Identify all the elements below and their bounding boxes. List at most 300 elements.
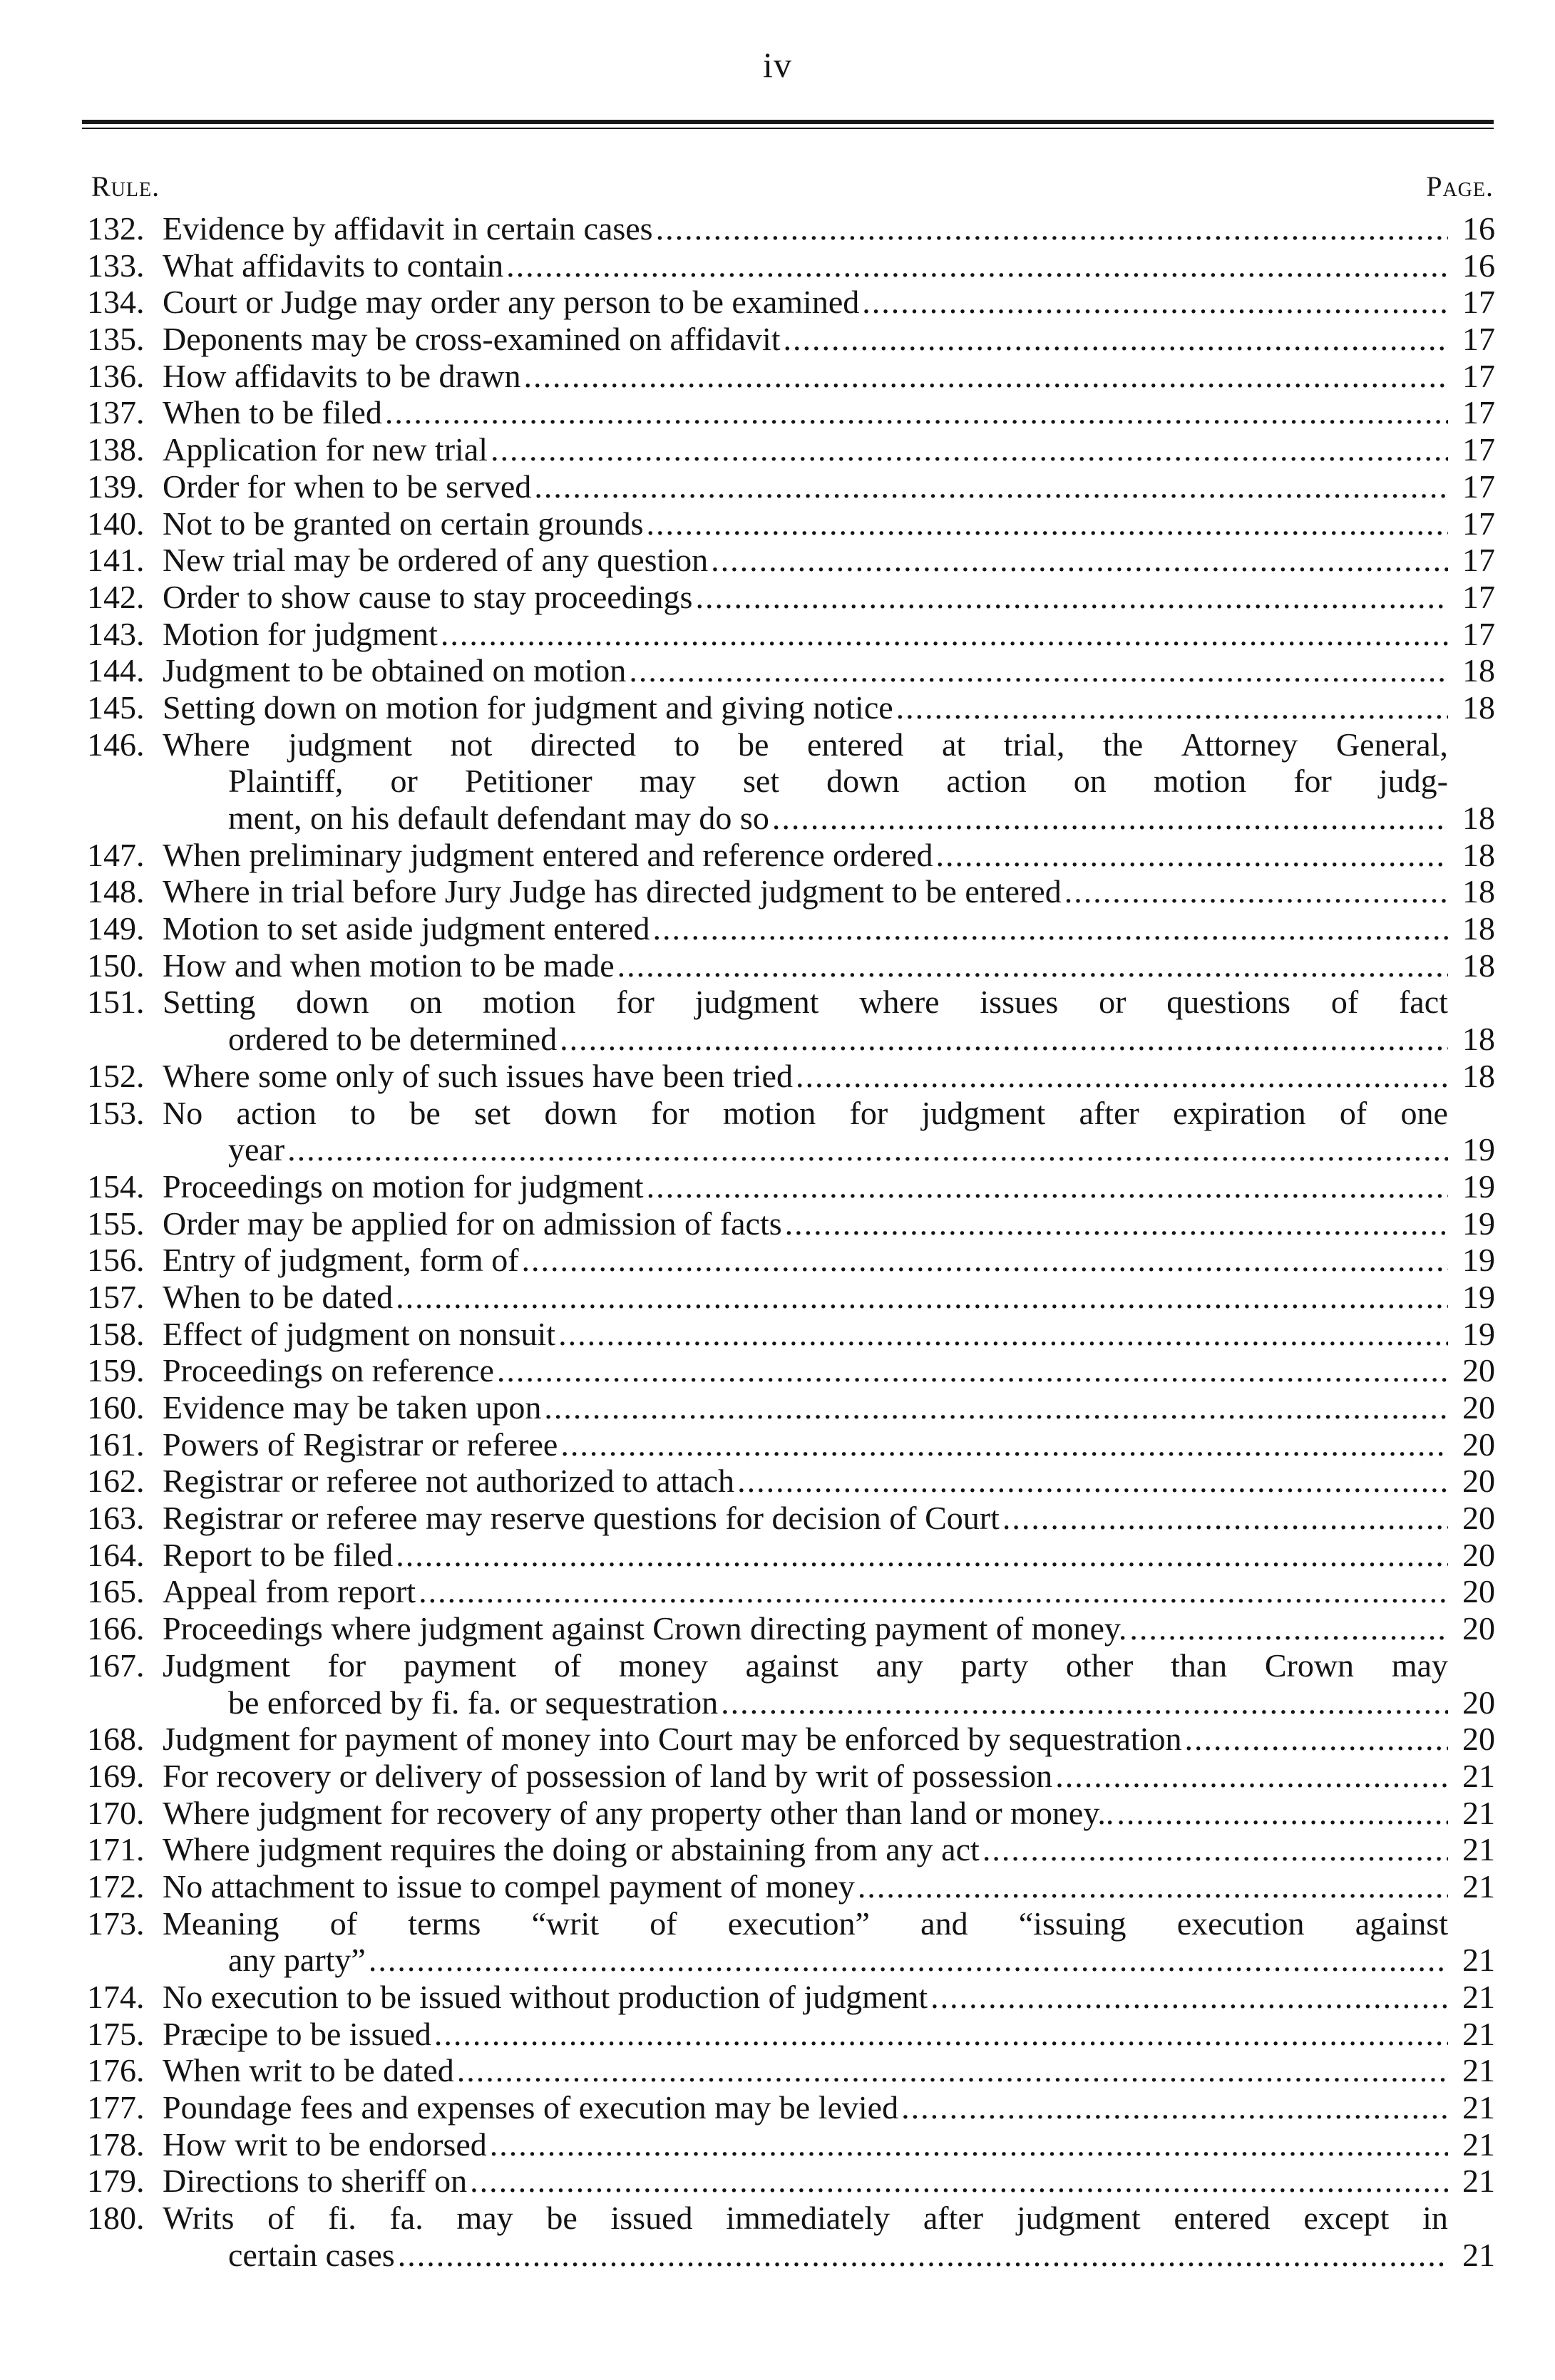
contents-entry bbox=[0, 394, 1555, 431]
entry-title: Not to be granted on certain grounds bbox=[163, 505, 644, 542]
rule-number: 163. bbox=[87, 1500, 145, 1537]
contents-entry-continuation bbox=[0, 1684, 1555, 1721]
contents-entry bbox=[0, 1168, 1555, 1205]
entry-title: How affidavits to be drawn bbox=[163, 357, 521, 394]
page-number: 20 bbox=[1462, 1426, 1495, 1463]
page-number: 20 bbox=[1462, 1721, 1495, 1758]
entry-text bbox=[163, 1463, 1448, 1500]
rule-number: 177. bbox=[87, 2089, 145, 2126]
entry-title: Evidence by affidavit in certain cases bbox=[163, 210, 653, 247]
rule-number: 144. bbox=[87, 652, 145, 689]
entry-text bbox=[163, 1426, 1448, 1463]
column-heading-rule: Rule. bbox=[91, 170, 160, 202]
contents-entry bbox=[0, 284, 1555, 321]
dot-leader bbox=[695, 579, 1448, 616]
entry-title: Court or Judge may order any person to be examined bbox=[163, 284, 860, 321]
contents-entry bbox=[0, 1573, 1555, 1610]
entry-text bbox=[163, 505, 1448, 542]
page-number: 17 bbox=[1462, 394, 1495, 431]
dot-leader bbox=[522, 1242, 1448, 1279]
contents-entry bbox=[0, 1721, 1555, 1758]
entry-text bbox=[163, 1647, 1448, 1684]
page-number: 21 bbox=[1462, 2089, 1495, 2126]
contents-entry-continuation bbox=[0, 1131, 1555, 1168]
entry-text bbox=[163, 910, 1448, 947]
entry-text bbox=[163, 947, 1448, 984]
dot-leader bbox=[385, 394, 1448, 431]
dot-leader bbox=[862, 284, 1448, 321]
rule-number: 158. bbox=[87, 1315, 145, 1352]
entry-title: Where some only of such issues have been tried bbox=[163, 1057, 793, 1094]
contents-entry bbox=[0, 1058, 1555, 1095]
contents-entry bbox=[0, 2089, 1555, 2126]
entry-text bbox=[163, 2089, 1448, 2126]
page-number: 18 bbox=[1462, 652, 1495, 689]
page-number: 17 bbox=[1462, 542, 1495, 579]
entry-text bbox=[163, 2163, 1448, 2200]
contents-entry bbox=[0, 1426, 1555, 1463]
contents-entry bbox=[0, 1352, 1555, 1389]
page-number: 21 bbox=[1462, 1831, 1495, 1868]
entry-title: No action to be set down for motion for judgment after expiration of one bbox=[163, 1094, 1448, 1131]
entry-text bbox=[163, 1500, 1448, 1537]
rule-number: 175. bbox=[87, 2015, 145, 2052]
dot-leader bbox=[896, 689, 1448, 726]
entry-text bbox=[163, 1205, 1448, 1242]
contents-entry bbox=[0, 1795, 1555, 1832]
contents-entry bbox=[0, 2163, 1555, 2200]
entry-text bbox=[163, 1795, 1448, 1832]
page-number: 16 bbox=[1462, 210, 1495, 247]
entry-title: Effect of judgment on nonsuit bbox=[163, 1315, 556, 1352]
page-number: 21 bbox=[1462, 1794, 1495, 1831]
dot-leader bbox=[558, 1316, 1448, 1353]
page-number: 18 bbox=[1462, 689, 1495, 726]
entry-title: Report to be filed bbox=[163, 1536, 394, 1573]
contents-entry bbox=[0, 947, 1555, 984]
entry-title: ment, on his default defendant may do so bbox=[228, 800, 769, 836]
rule-number: 136. bbox=[87, 357, 145, 394]
entry-title: Entry of judgment, form of bbox=[163, 1242, 519, 1279]
entry-title: Motion for judgment bbox=[163, 615, 438, 652]
dot-leader bbox=[982, 1831, 1448, 1868]
entry-title: Poundage fees and expenses of execution may be levied bbox=[163, 2089, 899, 2126]
dot-leader bbox=[1064, 873, 1448, 910]
entry-title: What affidavits to contain bbox=[163, 247, 504, 284]
entry-text bbox=[163, 1721, 1448, 1758]
dot-leader bbox=[935, 837, 1448, 874]
entry-text bbox=[163, 1758, 1448, 1795]
header-rule-thin bbox=[82, 128, 1494, 129]
dot-leader bbox=[434, 2016, 1448, 2053]
entry-title: No attachment to issue to compel payment of money bbox=[163, 1868, 855, 1905]
dot-leader bbox=[490, 2126, 1448, 2163]
contents-entry bbox=[0, 910, 1555, 947]
page-number: 17 bbox=[1462, 468, 1495, 505]
contents-entry bbox=[0, 1868, 1555, 1905]
rule-number: 161. bbox=[87, 1426, 145, 1463]
contents-entry bbox=[0, 1537, 1555, 1574]
rule-number: 139. bbox=[87, 468, 145, 505]
contents-entry bbox=[0, 652, 1555, 689]
page-number: 20 bbox=[1462, 1352, 1495, 1389]
entry-text bbox=[163, 652, 1448, 689]
dot-leader bbox=[784, 321, 1449, 358]
dot-leader bbox=[491, 431, 1448, 468]
entry-title: New trial may be ordered of any question bbox=[163, 542, 709, 579]
rule-number: 140. bbox=[87, 505, 145, 542]
entry-title: any party” bbox=[228, 1942, 366, 1979]
entry-text bbox=[228, 2237, 1448, 2274]
entry-title: Registrar or referee may reserve questions for decision of Court bbox=[163, 1500, 1000, 1537]
rule-number: 132. bbox=[87, 210, 145, 247]
entry-title: Judgment for payment of money into Court may be enforced by sequestration bbox=[163, 1721, 1182, 1758]
rule-number: 157. bbox=[87, 1278, 145, 1315]
entry-text bbox=[163, 2052, 1448, 2089]
entry-text bbox=[163, 1279, 1448, 1316]
entry-text bbox=[228, 1942, 1448, 1979]
page-number: 20 bbox=[1462, 1536, 1495, 1573]
entry-text bbox=[163, 1316, 1448, 1353]
rule-number: 155. bbox=[87, 1205, 145, 1242]
contents-entry bbox=[0, 1316, 1555, 1353]
rule-number: 171. bbox=[87, 1831, 145, 1868]
rule-number: 180. bbox=[87, 2200, 145, 2237]
contents-entry bbox=[0, 1979, 1555, 2016]
entry-text bbox=[163, 873, 1448, 910]
contents-entry bbox=[0, 321, 1555, 358]
entry-text bbox=[163, 321, 1448, 358]
entry-text bbox=[163, 1831, 1448, 1868]
entry-text bbox=[163, 837, 1448, 874]
entry-title: Directions to sheriff on bbox=[163, 2163, 468, 2200]
page-number: 19 bbox=[1462, 1131, 1495, 1168]
page-number: 17 bbox=[1462, 321, 1495, 358]
entry-title: Judgment for payment of money against any party other than Crown may bbox=[163, 1647, 1448, 1684]
dot-leader bbox=[523, 358, 1448, 395]
rule-number: 170. bbox=[87, 1794, 145, 1831]
entry-title: Proceedings where judgment against Crown directing payment of money. bbox=[163, 1610, 1127, 1647]
page-number: 21 bbox=[1462, 1979, 1495, 2015]
entry-title: Proceedings on motion for judgment bbox=[163, 1168, 644, 1205]
entry-title: Where in trial before Jury Judge has directed judgment to be entered bbox=[163, 873, 1062, 910]
contents-entry bbox=[0, 873, 1555, 910]
entry-title: Setting down on motion for judgment where issues or questions of fact bbox=[163, 984, 1448, 1021]
entry-title: When writ to be dated bbox=[163, 2052, 454, 2089]
rule-number: 153. bbox=[87, 1094, 145, 1131]
dot-leader bbox=[737, 1463, 1448, 1500]
rule-number: 142. bbox=[87, 578, 145, 615]
contents-entry-continuation bbox=[0, 2237, 1555, 2274]
rule-number: 146. bbox=[87, 726, 145, 763]
entry-text bbox=[163, 1979, 1448, 2016]
page-number: 21 bbox=[1462, 1868, 1495, 1905]
dot-leader bbox=[369, 1942, 1448, 1979]
dot-leader bbox=[560, 1021, 1448, 1058]
entry-text bbox=[163, 1095, 1448, 1132]
entry-title: How writ to be endorsed bbox=[163, 2126, 487, 2163]
dot-leader bbox=[652, 910, 1448, 947]
entry-text bbox=[163, 579, 1448, 616]
entry-title: Where judgment for recovery of any property other than land or money.. bbox=[163, 1794, 1114, 1831]
entry-title: Plaintiff, or Petitioner may set down action on motion for judg- bbox=[228, 763, 1448, 800]
contents-entry bbox=[0, 247, 1555, 284]
contents-entry bbox=[0, 1205, 1555, 1242]
contents-entry bbox=[0, 542, 1555, 579]
rule-number: 176. bbox=[87, 2052, 145, 2089]
page-number: 17 bbox=[1462, 615, 1495, 652]
dot-leader bbox=[497, 1352, 1448, 1389]
page-number: 21 bbox=[1462, 1757, 1495, 1794]
rule-number: 152. bbox=[87, 1057, 145, 1094]
page-number: 21 bbox=[1462, 2126, 1495, 2163]
contents-entry-continuation bbox=[0, 800, 1555, 837]
contents-entry bbox=[0, 579, 1555, 616]
contents-entry bbox=[0, 210, 1555, 247]
entry-text bbox=[228, 763, 1448, 800]
dot-leader bbox=[858, 1868, 1448, 1905]
dot-leader bbox=[457, 2052, 1448, 2089]
entry-title: Proceedings on reference bbox=[163, 1352, 494, 1389]
entry-text bbox=[228, 1021, 1448, 1058]
page-number: 20 bbox=[1462, 1610, 1495, 1647]
entry-text bbox=[163, 542, 1448, 579]
dot-leader bbox=[544, 1389, 1448, 1426]
entry-text bbox=[228, 800, 1448, 837]
contents-entry bbox=[0, 1279, 1555, 1316]
contents-entry bbox=[0, 1095, 1555, 1132]
entry-text bbox=[163, 1242, 1448, 1279]
page-number: 20 bbox=[1462, 1573, 1495, 1610]
entry-text bbox=[228, 1684, 1448, 1721]
page-number: 21 bbox=[1462, 2015, 1495, 2052]
page-number: 18 bbox=[1462, 873, 1495, 910]
contents-entry-continuation bbox=[0, 763, 1555, 800]
entry-text bbox=[163, 2200, 1448, 2237]
page-number: 21 bbox=[1462, 2236, 1495, 2273]
rule-number: 164. bbox=[87, 1536, 145, 1573]
entry-title: ordered to be determined bbox=[228, 1021, 558, 1058]
rule-number: 173. bbox=[87, 1905, 145, 1942]
entry-text bbox=[163, 247, 1448, 284]
entry-title: Registrar or referee not authorized to attach bbox=[163, 1463, 735, 1500]
entry-text bbox=[228, 1131, 1448, 1168]
dot-leader bbox=[506, 247, 1448, 284]
rule-number: 141. bbox=[87, 542, 145, 579]
dot-leader bbox=[785, 1205, 1448, 1242]
entry-text bbox=[163, 358, 1448, 395]
entry-text bbox=[163, 2126, 1448, 2163]
entry-text bbox=[163, 1573, 1448, 1610]
contents-entry bbox=[0, 1500, 1555, 1537]
entry-title: Where judgment not directed to be entered at trial, the Attorney General, bbox=[163, 726, 1448, 763]
rule-number: 135. bbox=[87, 321, 145, 358]
contents-entry bbox=[0, 1242, 1555, 1279]
contents-entry bbox=[0, 431, 1555, 468]
page-number: 19 bbox=[1462, 1168, 1495, 1205]
header-rule bbox=[82, 120, 1494, 124]
rule-number: 154. bbox=[87, 1168, 145, 1205]
page-number: 19 bbox=[1462, 1242, 1495, 1279]
column-heading-page: Page. bbox=[1426, 170, 1494, 202]
entry-text bbox=[163, 689, 1448, 726]
entry-text bbox=[163, 1058, 1448, 1095]
rule-number: 143. bbox=[87, 615, 145, 652]
contents-entry bbox=[0, 1831, 1555, 1868]
rule-number: 133. bbox=[87, 247, 145, 284]
dot-leader bbox=[398, 2237, 1448, 2274]
entry-title: Judgment to be obtained on motion bbox=[163, 652, 627, 689]
page-number: 21 bbox=[1462, 1942, 1495, 1979]
rule-number: 138. bbox=[87, 431, 145, 468]
contents-entry bbox=[0, 689, 1555, 726]
dot-leader bbox=[287, 1131, 1448, 1168]
rule-number: 167. bbox=[87, 1647, 145, 1684]
entry-title: Meaning of terms “writ of execution” and “issuing execution against bbox=[163, 1905, 1448, 1942]
dot-leader bbox=[396, 1279, 1448, 1316]
entry-title: When preliminary judgment entered and reference ordered bbox=[163, 836, 933, 873]
dot-leader bbox=[796, 1058, 1448, 1095]
entry-text bbox=[163, 2016, 1448, 2053]
contents-entry bbox=[0, 726, 1555, 763]
entry-text bbox=[163, 1905, 1448, 1942]
page-number: 17 bbox=[1462, 284, 1495, 321]
contents-entry bbox=[0, 505, 1555, 542]
dot-leader bbox=[1184, 1721, 1448, 1758]
contents-entry bbox=[0, 616, 1555, 653]
entry-title: Writs of fi. fa. may be issued immediately after judgment entered except in bbox=[163, 2200, 1448, 2237]
page-number: 18 bbox=[1462, 1021, 1495, 1058]
page-number: 18 bbox=[1462, 800, 1495, 836]
contents-entry bbox=[0, 984, 1555, 1021]
contents-entry bbox=[0, 1463, 1555, 1500]
entry-title: How and when motion to be made bbox=[163, 947, 615, 984]
entry-title: be enforced by fi. fa. or sequestration bbox=[228, 1684, 719, 1721]
entry-title: Order to show cause to stay proceedings bbox=[163, 578, 693, 615]
page-number: 20 bbox=[1462, 1684, 1495, 1721]
contents-list bbox=[0, 210, 1555, 2274]
entry-title: Motion to set aside judgment entered bbox=[163, 910, 650, 947]
contents-entry bbox=[0, 1758, 1555, 1795]
contents-entry bbox=[0, 2200, 1555, 2237]
entry-text bbox=[163, 726, 1448, 763]
dot-leader bbox=[441, 616, 1448, 653]
entry-title: certain cases bbox=[228, 2236, 395, 2273]
contents-entry bbox=[0, 2016, 1555, 2053]
entry-title: Where judgment requires the doing or abstaining from any act bbox=[163, 1831, 980, 1868]
page-number: 20 bbox=[1462, 1389, 1495, 1426]
dot-leader bbox=[1002, 1500, 1448, 1537]
dot-leader bbox=[470, 2163, 1448, 2200]
dot-leader bbox=[711, 542, 1448, 579]
contents-entry bbox=[0, 358, 1555, 395]
dot-leader bbox=[647, 1168, 1448, 1205]
rule-number: 148. bbox=[87, 873, 145, 910]
contents-entry-continuation bbox=[0, 1021, 1555, 1058]
entry-title: For recovery or delivery of possession of land by writ of possession bbox=[163, 1757, 1053, 1794]
entry-title: When to be dated bbox=[163, 1278, 394, 1315]
rule-number: 147. bbox=[87, 836, 145, 873]
page-number: 18 bbox=[1462, 947, 1495, 984]
entry-text bbox=[163, 284, 1448, 321]
entry-title: Setting down on motion for judgment and giving notice bbox=[163, 689, 893, 726]
contents-entry bbox=[0, 1610, 1555, 1647]
page-number: 20 bbox=[1462, 1500, 1495, 1537]
entry-title: Deponents may be cross-examined on affidavit bbox=[163, 321, 781, 358]
page-folio: iv bbox=[763, 45, 792, 85]
entry-text bbox=[163, 616, 1448, 653]
contents-entry bbox=[0, 837, 1555, 874]
entry-title: No execution to be issued without production of judgment bbox=[163, 1979, 928, 2015]
page-number: 18 bbox=[1462, 910, 1495, 947]
contents-entry bbox=[0, 1905, 1555, 1942]
dot-leader bbox=[772, 800, 1448, 837]
rule-number: 162. bbox=[87, 1463, 145, 1500]
rule-number: 134. bbox=[87, 284, 145, 321]
entry-text bbox=[163, 984, 1448, 1021]
dot-leader bbox=[1055, 1758, 1448, 1795]
entry-text bbox=[163, 394, 1448, 431]
dot-leader bbox=[930, 1979, 1448, 2016]
rule-number: 165. bbox=[87, 1573, 145, 1610]
rule-number: 168. bbox=[87, 1721, 145, 1758]
page-number: 17 bbox=[1462, 431, 1495, 468]
dot-leader bbox=[901, 2089, 1448, 2126]
entry-title: Appeal from report bbox=[163, 1573, 416, 1610]
entry-title: Application for new trial bbox=[163, 431, 488, 468]
entry-text bbox=[163, 1352, 1448, 1389]
page-number: 17 bbox=[1462, 578, 1495, 615]
contents-entry-continuation bbox=[0, 1942, 1555, 1979]
rule-number: 172. bbox=[87, 1868, 145, 1905]
contents-entry bbox=[0, 2052, 1555, 2089]
page-number: 19 bbox=[1462, 1315, 1495, 1352]
rule-number: 149. bbox=[87, 910, 145, 947]
rule-number: 137. bbox=[87, 394, 145, 431]
dot-leader bbox=[560, 1426, 1448, 1463]
rule-number: 179. bbox=[87, 2163, 145, 2200]
rule-number: 159. bbox=[87, 1352, 145, 1389]
entry-title: Order for when to be served bbox=[163, 468, 532, 505]
dot-leader bbox=[396, 1537, 1448, 1574]
rule-number: 145. bbox=[87, 689, 145, 726]
dot-leader bbox=[419, 1573, 1448, 1610]
dot-leader bbox=[617, 947, 1448, 984]
entry-text bbox=[163, 210, 1448, 247]
rule-number: 166. bbox=[87, 1610, 145, 1647]
rule-number: 160. bbox=[87, 1389, 145, 1426]
page-number: 19 bbox=[1462, 1205, 1495, 1242]
dot-leader bbox=[534, 468, 1448, 505]
contents-entry bbox=[0, 1389, 1555, 1426]
page-number: 18 bbox=[1462, 1057, 1495, 1094]
entry-title: Evidence may be taken upon bbox=[163, 1389, 542, 1426]
page-number: 19 bbox=[1462, 1278, 1495, 1315]
dot-leader bbox=[629, 652, 1448, 689]
dot-leader bbox=[1129, 1610, 1448, 1647]
dot-leader bbox=[646, 505, 1448, 542]
page-number: 18 bbox=[1462, 836, 1495, 873]
entry-title: Order may be applied for on admission of facts bbox=[163, 1205, 782, 1242]
contents-entry bbox=[0, 468, 1555, 505]
dot-leader bbox=[721, 1684, 1448, 1721]
entry-title: year bbox=[228, 1131, 285, 1168]
page-number: 21 bbox=[1462, 2052, 1495, 2089]
rule-number: 174. bbox=[87, 1979, 145, 2015]
rule-number: 150. bbox=[87, 947, 145, 984]
page-number: 21 bbox=[1462, 2163, 1495, 2200]
entry-text bbox=[163, 1868, 1448, 1905]
